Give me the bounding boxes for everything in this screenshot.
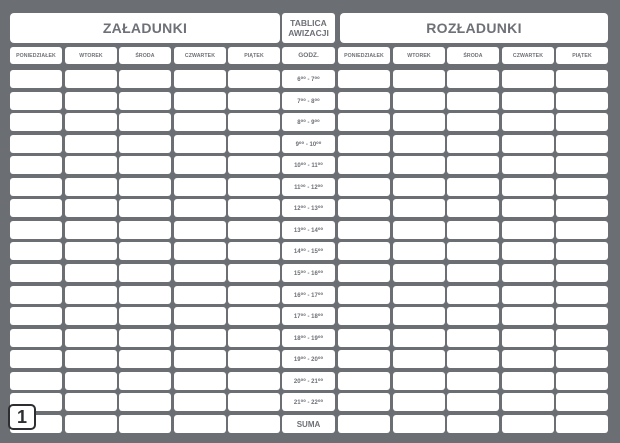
unloading-entry-cell[interactable] <box>502 329 554 347</box>
loading-entry-cell[interactable] <box>10 264 62 282</box>
unloading-entry-cell[interactable] <box>502 372 554 390</box>
unloading-entry-cell[interactable] <box>338 372 390 390</box>
loading-entry-cell[interactable] <box>228 415 280 433</box>
loading-entry-cell[interactable] <box>65 307 117 325</box>
time-slot-label: 10⁰⁰ - 11⁰⁰ <box>282 156 335 174</box>
loading-entry-cell[interactable] <box>65 350 117 368</box>
unloading-entry-cell[interactable] <box>393 372 445 390</box>
unloading-entry-cell[interactable] <box>447 156 499 174</box>
loading-entry-cell[interactable] <box>228 307 280 325</box>
time-slot-label: 21⁰⁰ - 22⁰⁰ <box>282 393 335 411</box>
loading-entry-cell[interactable] <box>174 199 226 217</box>
loading-entry-cell[interactable] <box>119 92 171 110</box>
unloading-entry-cell[interactable] <box>447 393 499 411</box>
loading-entry-cell[interactable] <box>10 221 62 239</box>
unloading-entry-cell[interactable] <box>447 221 499 239</box>
loading-entry-cell[interactable] <box>65 70 117 88</box>
loading-day-header: ŚRODA <box>119 47 171 64</box>
time-slot-label: 13⁰⁰ - 14⁰⁰ <box>282 221 335 239</box>
loading-entry-cell[interactable] <box>174 221 226 239</box>
loading-entry-cell[interactable] <box>10 329 62 347</box>
loading-entry-cell[interactable] <box>228 178 280 196</box>
unloading-entry-cell[interactable] <box>338 221 390 239</box>
loading-entry-cell[interactable] <box>228 92 280 110</box>
loading-entry-cell[interactable] <box>228 199 280 217</box>
unloading-entry-cell[interactable] <box>502 307 554 325</box>
unloading-entry-cell[interactable] <box>393 221 445 239</box>
loading-entry-cell[interactable] <box>174 156 226 174</box>
unloading-entry-cell[interactable] <box>556 372 608 390</box>
loading-entry-cell[interactable] <box>228 135 280 153</box>
loading-entry-cell[interactable] <box>10 242 62 260</box>
loading-entry-cell[interactable] <box>174 329 226 347</box>
loading-entry-cell[interactable] <box>119 70 171 88</box>
board-title-line2: AWIZACJI <box>288 28 329 38</box>
loading-entry-cell[interactable] <box>174 242 226 260</box>
time-slot-label: 20⁰⁰ - 21⁰⁰ <box>282 372 335 390</box>
loading-entry-cell[interactable] <box>119 350 171 368</box>
loading-entry-cell[interactable] <box>119 264 171 282</box>
loading-entry-cell[interactable] <box>10 286 62 304</box>
loading-entry-cell[interactable] <box>10 307 62 325</box>
loading-entry-cell[interactable] <box>119 329 171 347</box>
unloading-day-header: PONIEDZIAŁEK <box>338 47 390 64</box>
time-slot-label: 18⁰⁰ - 19⁰⁰ <box>282 329 335 347</box>
unloading-entry-cell[interactable] <box>556 307 608 325</box>
unloading-entry-cell[interactable] <box>556 156 608 174</box>
unloading-entry-cell[interactable] <box>338 178 390 196</box>
unloading-entry-cell[interactable] <box>556 350 608 368</box>
loading-entry-cell[interactable] <box>228 372 280 390</box>
unloading-entry-cell[interactable] <box>338 415 390 433</box>
loading-entry-cell[interactable] <box>10 350 62 368</box>
loading-entry-cell[interactable] <box>119 307 171 325</box>
loading-entry-cell[interactable] <box>174 307 226 325</box>
unloading-entry-cell[interactable] <box>393 393 445 411</box>
loading-entry-cell[interactable] <box>65 92 117 110</box>
loading-entry-cell[interactable] <box>174 415 226 433</box>
time-slot-label: 6⁰⁰ - 7⁰⁰ <box>282 70 335 88</box>
unloading-entry-cell[interactable] <box>338 135 390 153</box>
loading-entry-cell[interactable] <box>65 156 117 174</box>
unloading-entry-cell[interactable] <box>502 199 554 217</box>
unloading-entry-cell[interactable] <box>502 393 554 411</box>
loading-entry-cell[interactable] <box>228 264 280 282</box>
loading-entry-cell[interactable] <box>228 286 280 304</box>
loading-entry-cell[interactable] <box>119 286 171 304</box>
unloading-entry-cell[interactable] <box>502 350 554 368</box>
unloading-entry-cell[interactable] <box>338 307 390 325</box>
unloading-entry-cell[interactable] <box>502 286 554 304</box>
loading-entry-cell[interactable] <box>10 178 62 196</box>
unloading-entry-cell[interactable] <box>393 350 445 368</box>
sum-label: SUMA <box>282 415 335 433</box>
unloading-entry-cell[interactable] <box>556 135 608 153</box>
unloading-entry-cell[interactable] <box>556 113 608 131</box>
loading-entry-cell[interactable] <box>228 242 280 260</box>
loading-day-header: PIĄTEK <box>228 47 280 64</box>
awizacja-board <box>10 10 608 434</box>
loading-entry-cell[interactable] <box>65 135 117 153</box>
time-slot-label: 14⁰⁰ - 15⁰⁰ <box>282 242 335 260</box>
loading-day-header: CZWARTEK <box>174 47 226 64</box>
loading-entry-cell[interactable] <box>65 242 117 260</box>
loading-entry-cell[interactable] <box>228 70 280 88</box>
loading-entry-cell[interactable] <box>119 199 171 217</box>
unloading-entry-cell[interactable] <box>556 264 608 282</box>
unloading-entry-cell[interactable] <box>447 415 499 433</box>
loading-entry-cell[interactable] <box>10 199 62 217</box>
time-slot-label: 11⁰⁰ - 12⁰⁰ <box>282 178 335 196</box>
loading-entry-cell[interactable] <box>65 415 117 433</box>
unloading-entry-cell[interactable] <box>338 199 390 217</box>
loading-entry-cell[interactable] <box>174 70 226 88</box>
board-title-line1: TABLICA <box>290 18 327 28</box>
loading-entry-cell[interactable] <box>65 264 117 282</box>
unloading-day-header: WTOREK <box>393 47 445 64</box>
unloading-entry-cell[interactable] <box>502 415 554 433</box>
unloading-entry-cell[interactable] <box>502 70 554 88</box>
loading-entry-cell[interactable] <box>10 92 62 110</box>
unloading-title: ROZŁADUNKI <box>340 13 608 43</box>
unloading-entry-cell[interactable] <box>447 178 499 196</box>
loading-entry-cell[interactable] <box>65 178 117 196</box>
unloading-entry-cell[interactable] <box>447 242 499 260</box>
unloading-entry-cell[interactable] <box>447 286 499 304</box>
hours-header: GODZ. <box>282 47 335 64</box>
unloading-entry-cell[interactable] <box>447 350 499 368</box>
loading-entry-cell[interactable] <box>228 113 280 131</box>
unloading-entry-cell[interactable] <box>556 92 608 110</box>
unloading-entry-cell[interactable] <box>502 156 554 174</box>
unloading-entry-cell[interactable] <box>502 92 554 110</box>
loading-entry-cell[interactable] <box>228 350 280 368</box>
loading-entry-cell[interactable] <box>228 221 280 239</box>
loading-entry-cell[interactable] <box>65 393 117 411</box>
unloading-entry-cell[interactable] <box>393 113 445 131</box>
unloading-entry-cell[interactable] <box>556 286 608 304</box>
time-slot-label: 16⁰⁰ - 17⁰⁰ <box>282 286 335 304</box>
loading-entry-cell[interactable] <box>65 286 117 304</box>
loading-entry-cell[interactable] <box>10 156 62 174</box>
unloading-entry-cell[interactable] <box>502 178 554 196</box>
loading-entry-cell[interactable] <box>174 286 226 304</box>
loading-entry-cell[interactable] <box>65 221 117 239</box>
unloading-entry-cell[interactable] <box>338 329 390 347</box>
time-slot-label: 15⁰⁰ - 16⁰⁰ <box>282 264 335 282</box>
loading-entry-cell[interactable] <box>174 135 226 153</box>
unloading-entry-cell[interactable] <box>502 242 554 260</box>
loading-entry-cell[interactable] <box>10 135 62 153</box>
unloading-entry-cell[interactable] <box>556 221 608 239</box>
loading-entry-cell[interactable] <box>119 372 171 390</box>
loading-entry-cell[interactable] <box>228 329 280 347</box>
unloading-entry-cell[interactable] <box>393 329 445 347</box>
unloading-entry-cell[interactable] <box>502 264 554 282</box>
loading-entry-cell[interactable] <box>228 393 280 411</box>
loading-entry-cell[interactable] <box>174 350 226 368</box>
unloading-entry-cell[interactable] <box>556 415 608 433</box>
unloading-entry-cell[interactable] <box>338 264 390 282</box>
unloading-entry-cell[interactable] <box>447 135 499 153</box>
unloading-entry-cell[interactable] <box>338 113 390 131</box>
time-slot-label: 9⁰⁰ - 10⁰⁰ <box>282 135 335 153</box>
loading-title: ZAŁADUNKI <box>10 13 280 43</box>
unloading-entry-cell[interactable] <box>338 156 390 174</box>
unloading-day-header: PIĄTEK <box>556 47 608 64</box>
unloading-entry-cell[interactable] <box>393 135 445 153</box>
unloading-entry-cell[interactable] <box>393 415 445 433</box>
loading-day-header: WTOREK <box>65 47 117 64</box>
unloading-entry-cell[interactable] <box>338 350 390 368</box>
unloading-entry-cell[interactable] <box>502 221 554 239</box>
unloading-entry-cell[interactable] <box>338 393 390 411</box>
loading-entry-cell[interactable] <box>10 70 62 88</box>
unloading-entry-cell[interactable] <box>393 286 445 304</box>
unloading-entry-cell[interactable] <box>393 264 445 282</box>
unloading-entry-cell[interactable] <box>556 199 608 217</box>
unloading-entry-cell[interactable] <box>338 242 390 260</box>
loading-entry-cell[interactable] <box>65 113 117 131</box>
unloading-entry-cell[interactable] <box>338 286 390 304</box>
loading-entry-cell[interactable] <box>65 372 117 390</box>
time-slot-label: 7⁰⁰ - 8⁰⁰ <box>282 92 335 110</box>
unloading-entry-cell[interactable] <box>556 329 608 347</box>
time-slot-label: 12⁰⁰ - 13⁰⁰ <box>282 199 335 217</box>
unloading-entry-cell[interactable] <box>447 70 499 88</box>
unloading-entry-cell[interactable] <box>393 242 445 260</box>
unloading-entry-cell[interactable] <box>447 199 499 217</box>
loading-entry-cell[interactable] <box>228 156 280 174</box>
unloading-entry-cell[interactable] <box>393 178 445 196</box>
loading-entry-cell[interactable] <box>174 393 226 411</box>
loading-entry-cell[interactable] <box>119 393 171 411</box>
unloading-day-header: ŚRODA <box>447 47 499 64</box>
loading-day-header: PONIEDZIAŁEK <box>10 47 62 64</box>
loading-entry-cell[interactable] <box>174 92 226 110</box>
loading-entry-cell[interactable] <box>119 135 171 153</box>
loading-entry-cell[interactable] <box>119 178 171 196</box>
time-slot-label: 19⁰⁰ - 20⁰⁰ <box>282 350 335 368</box>
loading-entry-cell[interactable] <box>65 329 117 347</box>
unloading-entry-cell[interactable] <box>447 264 499 282</box>
loading-entry-cell[interactable] <box>119 113 171 131</box>
loading-entry-cell[interactable] <box>174 178 226 196</box>
time-slot-label: 8⁰⁰ - 9⁰⁰ <box>282 113 335 131</box>
board-title <box>282 13 335 43</box>
loading-entry-cell[interactable] <box>119 221 171 239</box>
loading-entry-cell[interactable] <box>119 415 171 433</box>
unloading-entry-cell[interactable] <box>556 242 608 260</box>
loading-entry-cell[interactable] <box>174 264 226 282</box>
loading-entry-cell[interactable] <box>10 372 62 390</box>
unloading-entry-cell[interactable] <box>447 113 499 131</box>
unloading-entry-cell[interactable] <box>447 372 499 390</box>
loading-entry-cell[interactable] <box>119 242 171 260</box>
unloading-entry-cell[interactable] <box>393 92 445 110</box>
unloading-entry-cell[interactable] <box>447 329 499 347</box>
unloading-entry-cell[interactable] <box>502 135 554 153</box>
page-number-badge: 1 <box>8 404 36 430</box>
unloading-entry-cell[interactable] <box>556 178 608 196</box>
loading-entry-cell[interactable] <box>119 156 171 174</box>
loading-entry-cell[interactable] <box>174 113 226 131</box>
unloading-entry-cell[interactable] <box>447 92 499 110</box>
unloading-entry-cell[interactable] <box>393 307 445 325</box>
unloading-entry-cell[interactable] <box>338 92 390 110</box>
unloading-entry-cell[interactable] <box>338 70 390 88</box>
loading-entry-cell[interactable] <box>174 372 226 390</box>
loading-entry-cell[interactable] <box>10 113 62 131</box>
unloading-entry-cell[interactable] <box>556 393 608 411</box>
loading-entry-cell[interactable] <box>65 199 117 217</box>
unloading-entry-cell[interactable] <box>393 156 445 174</box>
unloading-entry-cell[interactable] <box>393 70 445 88</box>
unloading-entry-cell[interactable] <box>447 307 499 325</box>
unloading-entry-cell[interactable] <box>556 70 608 88</box>
unloading-entry-cell[interactable] <box>502 113 554 131</box>
time-slot-label: 17⁰⁰ - 18⁰⁰ <box>282 307 335 325</box>
unloading-entry-cell[interactable] <box>393 199 445 217</box>
unloading-day-header: CZWARTEK <box>502 47 554 64</box>
